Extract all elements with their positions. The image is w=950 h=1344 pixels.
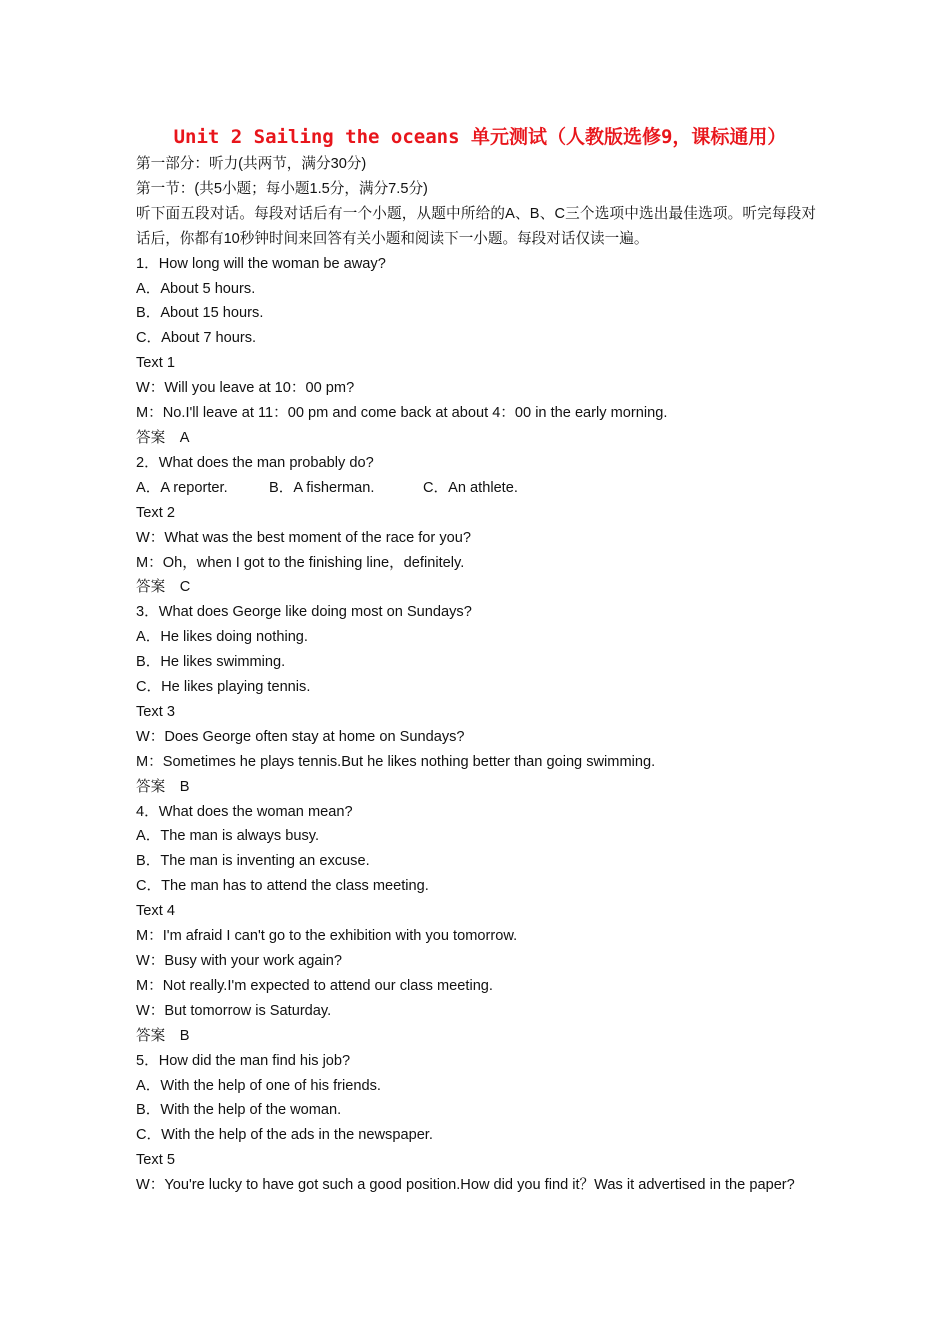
q1-option-a: A．About 5 hours. bbox=[136, 280, 256, 297]
q1-option-c: C．About 7 hours. bbox=[136, 330, 257, 347]
q2-options-row bbox=[136, 476, 816, 501]
document-page bbox=[136, 122, 816, 1198]
q3-answer: 答案 B bbox=[136, 778, 190, 795]
q4-dialog-line: W：But tomorrow is Saturday. bbox=[136, 1002, 332, 1019]
q4-option-c: C．The man has to attend the class meeting. bbox=[136, 878, 429, 895]
section-one-heading: 第一节：(共5小题；每小题1.5分，满分7.5分) bbox=[136, 180, 428, 197]
q4-option-a: A．The man is always busy. bbox=[136, 828, 320, 845]
q1-text-label: Text 1 bbox=[136, 355, 175, 372]
q3-text-label: Text 3 bbox=[136, 703, 175, 720]
q3-option-c: C．He likes playing tennis. bbox=[136, 679, 311, 696]
question-4: 4．What does the woman mean? bbox=[136, 803, 353, 820]
question-5: 5．How did the man find his job? bbox=[136, 1052, 351, 1069]
q4-dialog-line: M：Not really.I'm expected to attend our class meeting. bbox=[136, 977, 493, 994]
instructions-paragraph: 听下面五段对话。每段对话后有一个小题，从题中所给的A、B、C三个选项中选出最佳选项。听完每段对话后，你都有10秒钟时间来回答有关小题和阅读下一小题。每段对话仅读一遍。 bbox=[136, 205, 816, 247]
question-2: 2．What does the man probably do? bbox=[136, 454, 374, 471]
q5-option-b: B．With the help of the woman. bbox=[136, 1102, 342, 1119]
q3-dialog-line: W：Does George often stay at home on Sundays? bbox=[136, 728, 465, 745]
q2-dialog-line: M：Oh，when I got to the finishing line，definitely. bbox=[136, 554, 465, 571]
q2-dialog-line: W：What was the best moment of the race for you? bbox=[136, 529, 471, 546]
q4-dialog-line: M：I'm afraid I can't go to the exhibition with you tomorrow. bbox=[136, 928, 518, 945]
q5-option-c: C．With the help of the ads in the newspaper. bbox=[136, 1127, 433, 1144]
document-title: Unit 2 Sailing the oceans 单元测试（人教版选修9，课标通用） bbox=[173, 126, 787, 148]
q3-option-a: A．He likes doing nothing. bbox=[136, 629, 308, 646]
q1-option-b: B．About 15 hours. bbox=[136, 305, 264, 322]
q1-answer: 答案 A bbox=[136, 429, 190, 446]
q3-dialog-line: M：Sometimes he plays tennis.But he likes nothing better than going swimming. bbox=[136, 753, 656, 770]
q2-option-a: A．A reporter. bbox=[136, 479, 228, 496]
q4-option-b: B．The man is inventing an excuse. bbox=[136, 853, 370, 870]
section-part-heading: 第一部分：听力(共两节，满分30分) bbox=[136, 156, 367, 172]
q3-option-b: B．He likes swimming. bbox=[136, 654, 286, 671]
q2-option-c: C．An athlete. bbox=[423, 479, 518, 496]
q5-text-label: Text 5 bbox=[136, 1152, 175, 1169]
q4-dialog-line: W：Busy with your work again? bbox=[136, 953, 343, 969]
question-3: 3．What does George like doing most on Sundays? bbox=[136, 604, 472, 621]
q5-option-a: A．With the help of one of his friends. bbox=[136, 1077, 381, 1094]
q5-dialog-line: W：You're lucky to have got such a good position.How did you find it？Was it advertised in the paper? bbox=[136, 1177, 795, 1194]
q2-answer: 答案 C bbox=[136, 579, 191, 596]
q4-answer: 答案 B bbox=[136, 1027, 190, 1044]
question-1: 1．How long will the woman be away? bbox=[136, 255, 386, 272]
q2-option-b: B．A fisherman. bbox=[269, 479, 375, 496]
q4-text-label: Text 4 bbox=[136, 903, 175, 920]
q2-text-label: Text 2 bbox=[136, 504, 175, 521]
q1-dialog-line: W：Will you leave at 10：00 pm? bbox=[136, 380, 355, 397]
q1-dialog-line: M：No.I'll leave at 11：00 pm and come back at about 4：00 in the early morning. bbox=[136, 405, 668, 422]
